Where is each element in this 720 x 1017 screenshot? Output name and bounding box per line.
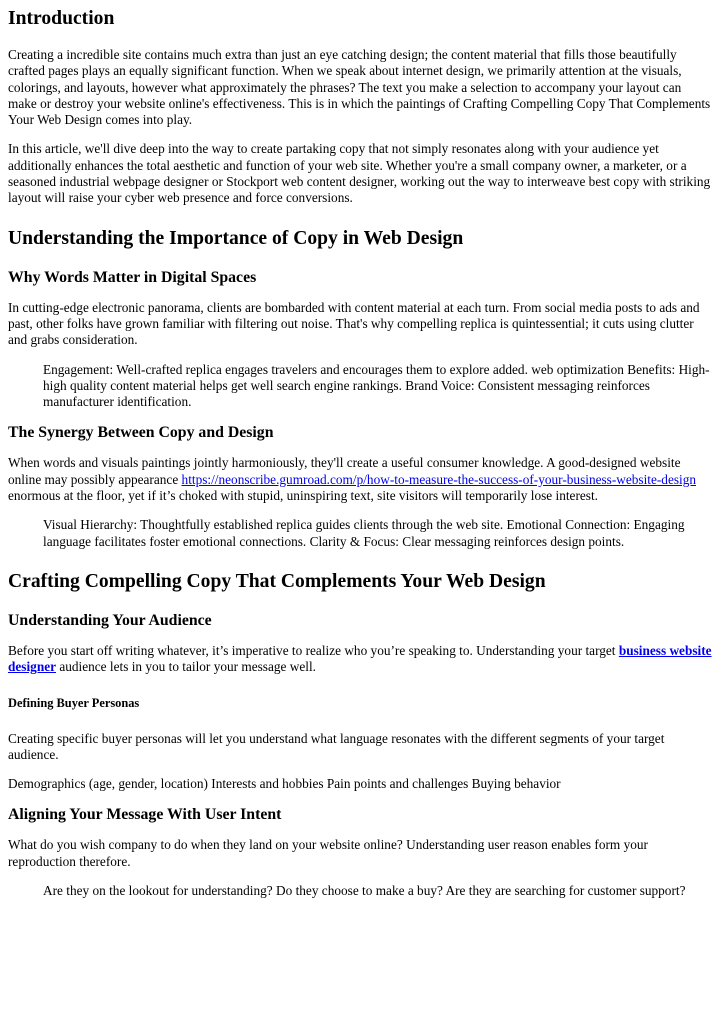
synergy-quote: Visual Hierarchy: Thoughtfully established replica guides clients through the web site. Emotional Connection: Engaging language facilitates foster emotional connections. Clarity & Focus: Clear messaging reinforces design points. <box>43 517 685 549</box>
personas-paragraph-1: Creating specific buyer personas will let you understand what language resonates with the different segments of your target audience. <box>8 730 665 762</box>
synergy-heading: The Synergy Between Copy and Design <box>8 424 274 442</box>
personas-heading: Defining Buyer Personas <box>8 695 140 710</box>
intent-paragraph: What do you wish company to do when they land on your website online? Understanding user reason enables form your reproduction therefore. <box>8 837 648 869</box>
intent-quote: Are they on the lookout for understanding? Do they choose to make a buy? Are they are searching for customer support? <box>43 883 686 899</box>
why-words-paragraph: In cutting-edge electronic panorama, clients are bombarded with content material at each turn. From social media posts to ads and past, other folks have grown familiar with filtering out noise. That's why compelling replica is quintessential; it cuts using clutter and grabs consideration. <box>8 299 700 348</box>
synergy-text-after: enormous at the floor, yet if it’s choked with stupid, uninspiring text, site visitors will temporarily lose interest. <box>8 488 598 504</box>
audience-text-after: audience lets in you to tailor your message well. <box>56 659 316 675</box>
synergy-paragraph <box>8 455 712 504</box>
intro-paragraph-1: Creating a incredible site contains much extra than just an eye catching design; the content material that fills those beautifully crafted pages plays an equally significant function. When we speak about internet design, we primarily attention at the visuals, colorings, and layouts, however what approximately the phrases? The text you make a selection to accompany your layout can make or destroy your website online's effectiveness. This is in which the paintings of Crafting Compelling Copy That Complements Your Web Design comes into play. <box>8 47 711 128</box>
why-words-quote: Engagement: Well-crafted replica engages travelers and encourages them to explore added. web optimization Benefits: High-high quality content material helps get well search engine rankings. Brand Voice: Consistent messaging reinforces manufacturer identification. <box>43 361 710 410</box>
audience-heading: Understanding Your Audience <box>8 611 212 629</box>
audience-paragraph <box>8 643 712 676</box>
intent-heading: Aligning Your Message With User Intent <box>8 806 282 824</box>
synergy-text-before: When words and visuals paintings jointly harmoniously, they'll create a useful consumer knowledge. A good-designed website online may possibly appearance <box>8 455 681 487</box>
intro-paragraph-2: In this article, we'll dive deep into the way to create partaking copy that not simply resonates along with your audience yet additionally enhances the total aesthetic and function of your web site. Whether you're a small company owner, a marketer, or a seasoned industrial webpage designer or Stockport web content designer, working out the way to interweave best copy with striking layout will raise your cyber web presence and force conversions. <box>8 141 711 206</box>
synergy-link[interactable]: https://neonscribe.gumroad.com/p/how-to-measure-the-success-of-your-business-website-design <box>181 471 697 487</box>
business-website-designer-link[interactable]: business website designer <box>8 642 712 675</box>
intro-heading: Introduction <box>8 8 115 29</box>
why-words-heading: Why Words Matter in Digital Spaces <box>8 268 257 286</box>
crafting-heading: Crafting Compelling Copy That Complements Your Web Design <box>8 570 546 592</box>
audience-text-before: Before you start off writing whatever, it’s imperative to realize who you’re speaking to. Understanding your target <box>8 642 619 658</box>
importance-heading: Understanding the Importance of Copy in Web Design <box>8 227 464 249</box>
personas-paragraph-2: Demographics (age, gender, location) Interests and hobbies Pain points and challenges Buying behavior <box>8 776 561 792</box>
